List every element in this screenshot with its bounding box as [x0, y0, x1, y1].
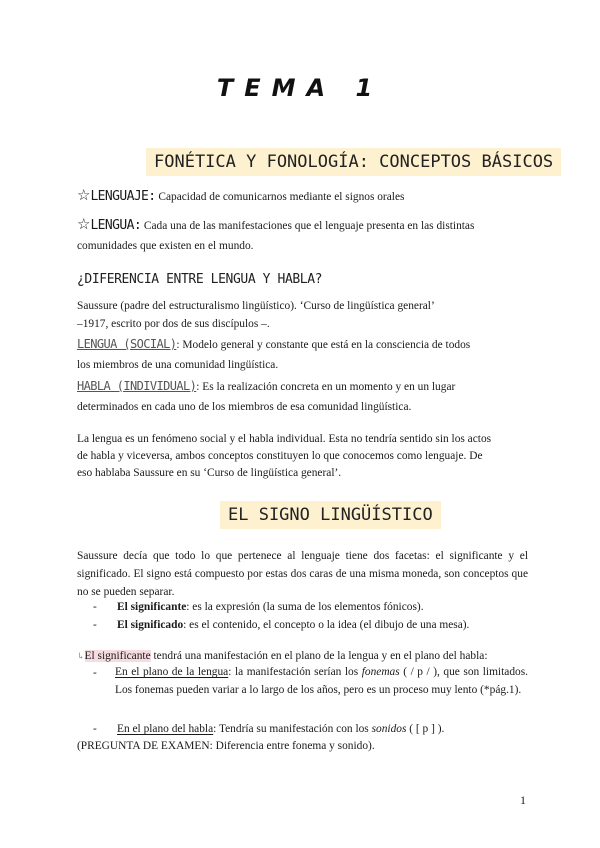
page-number: 1 [520, 793, 526, 807]
section-heading-signo: EL SIGNO LINGÜÍSTICO [220, 501, 441, 529]
para-line2: de habla y viceversa, ambos conceptos constituyen lo que conocemos como lenguaje. De [77, 450, 483, 462]
plano-lengua-b: ( / p / ), que son limitados. Los fonemas pueden variar a lo largo de los años, pero es un proceso muy lento (*pág.1). [115, 666, 528, 696]
plano-lengua-a: : la manifestación serían los [228, 666, 362, 678]
term-lengua: LENGUA: [90, 218, 142, 233]
def-lengua-social-1: : Modelo general y constante que está en la consciencia de todos [176, 339, 471, 351]
pregunta-examen: (PREGUNTA DE EXAMEN: Diferencia entre fonema y sonido). [77, 740, 375, 752]
def-habla-1: : Es la realización concreta en un momento y en un lugar [196, 381, 456, 393]
term-significante: El significante [117, 601, 187, 613]
def-lengua-line2: comunidades que existen en el mundo. [77, 240, 254, 252]
term-lenguaje: LENGUAJE: [90, 189, 156, 204]
term-significante-highlight: El significante [84, 650, 151, 662]
list-dash: - [93, 619, 97, 631]
list-dash: - [93, 601, 97, 613]
term-plano-lengua: En el plano de la lengua [115, 666, 229, 678]
def-significado: : es el contenido, el concepto o la idea (el dibujo de una mesa). [183, 619, 470, 631]
term-lengua-social: LENGUA (SOCIAL) [77, 337, 177, 351]
list-item-significado [93, 615, 469, 635]
section-heading-fonetica: FONÉTICA Y FONOLOGÍA: CONCEPTOS BÁSICOS [146, 148, 561, 176]
def-habla-2: determinados en cada uno de los miembros de esa comunidad lingüística. [77, 401, 412, 413]
definition-lenguaje [77, 186, 404, 207]
list-item-significante [93, 597, 424, 617]
plano-habla-b: ( [ p ] ). [406, 723, 445, 735]
para-line1: La lengua es un fenómeno social y el habla individual. Esta no tendría sentido sin los actos [77, 433, 492, 445]
arrow-icon: ↳ [77, 651, 85, 661]
term-habla-individual: HABLA (INDIVIDUAL) [77, 379, 197, 393]
list-dash: - [93, 723, 97, 735]
term-plano-habla: En el plano del habla [117, 723, 214, 735]
def-lengua-line1: Cada una de las manifestaciones que el lenguaje presenta en las distintas [141, 220, 475, 232]
subheading-diferencia: ¿DIFERENCIA ENTRE LENGUA Y HABLA? [77, 272, 323, 287]
saussure-line2: –1917, escrito por dos de sus discípulos –. [77, 318, 270, 330]
plano-habla-a: : Tendría su manifestación con los [213, 723, 372, 735]
saussure-line1: Saussure (padre del estructuralismo lingüístico). ‘Curso de lingüística general’ [77, 300, 435, 312]
term-significado: El significado [117, 619, 184, 631]
term-sonidos: sonidos [371, 723, 407, 735]
definition-lengua-social [77, 334, 470, 355]
definition-lengua [77, 215, 474, 236]
star-icon: ☆ [77, 188, 91, 204]
star-icon: ☆ [77, 217, 91, 233]
significante-planos-rest: tendrá una manifestación en el plano de la lengua y en el plano del habla: [150, 650, 488, 662]
plano-lengua-item [115, 663, 528, 699]
def-significante: : es la expresión (la suma de los elementos fónicos). [186, 601, 424, 613]
term-fonemas: fonemas [361, 666, 400, 678]
signo-intro: Saussure decía que todo lo que pertenece al lenguaje tiene dos facetas: el significante y el significado. El signo está compuesto por estas dos caras de una misma moneda, son conceptos que no se pueden separar. [77, 550, 528, 598]
para-line3: eso hablaba Saussure en su ‘Curso de lingüística general’. [77, 467, 342, 479]
definition-habla [77, 376, 455, 397]
page-title: TEMA 1 [216, 74, 384, 102]
def-lenguaje: Capacidad de comunicarnos mediante el signos orales [155, 191, 405, 203]
list-dash-plano-lengua: - [93, 667, 97, 679]
def-lengua-social-2: los miembros de una comunidad lingüística. [77, 359, 279, 371]
